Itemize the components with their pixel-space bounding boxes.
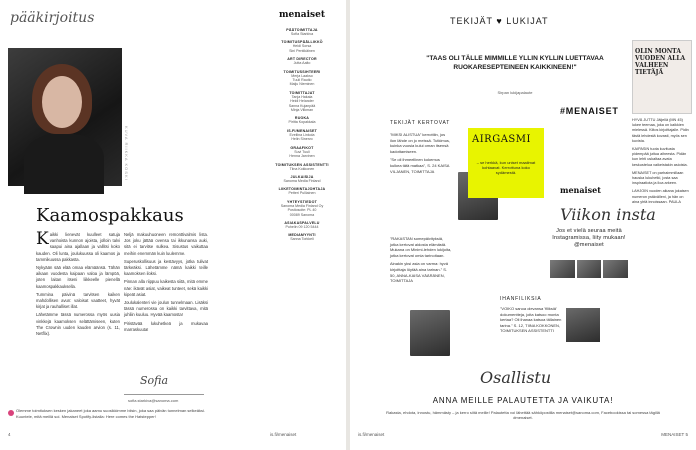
paragraph: Tummina päivinä tarvitsen kaiken mahdollisen avun: valoisat vaatteet, hyvät kirjat ja rauhalliset illat. — [36, 291, 120, 310]
editor-signature: Sofia — [140, 374, 169, 387]
paragraph: Neljä makuuhuoneen remonttivalmis lista. Jos joku jättää ovensa tai ikkunansa auki, sitä ei tarvitse sulkea. Sisustus vaikuttaa meihin enemmän kuin luulemme. — [124, 232, 208, 256]
editor-email[interactable]: sofia.starkiva@sanoma.com — [128, 398, 179, 403]
section-script-title: pääkirjoitus — [10, 10, 95, 26]
spotify-icon — [8, 410, 14, 416]
paragraph: Joulukalenteri vie joulun tunnelmaan. Lisäksi tässä numerossa on kaikki tarvittava, mitä juhliin kuuluu. Hyvää kaamosta! — [124, 300, 208, 318]
right-page — [350, 0, 696, 450]
masthead-block: TOIMITUSPÄÄLLIKKÖ Heidi Sorsa Sini Pentikäinen — [281, 40, 323, 53]
paragraph: "RAKASTAN somepäivityksiä, jotka kertovat aidosta elämästä. Mukana on Minimi-lehden lukijoita, jotka kertovat omia tarinoitaan. — [390, 236, 452, 258]
masthead-block: PÄÄTOIMITTAJA Sofia Starkiva — [286, 28, 318, 36]
feedback-heading: ANNA MEILLE PALAUTETTA JA VAIKUTA! — [432, 396, 614, 405]
paragraph: Pinnan alla riippuu kaikesta siitä, mitä emme näe: ikävät asiat, vaikeat tunteet, sekä kaikki kipeät asiat. — [124, 279, 208, 297]
menaiset-logo: menaiset — [560, 185, 601, 195]
reader-quote: "TAAS OLI TÄLLE MIMMILLE YLLIN KYLLIN LUETTAVAA RUOKARESEPTEINEEN KAIKKINEEN!" — [426, 55, 604, 71]
dropcap: K — [36, 229, 49, 249]
editor-photo — [8, 48, 122, 186]
paragraph: LAHJOIN vuoden aikana jokaisen numeron ystävälleni, ja hän on aina yhtä innoissaan. PAULA — [632, 189, 689, 204]
masthead-block: ART DIRECTOR Jutta Aalto — [287, 57, 317, 66]
hashtag[interactable]: #MENAISET — [560, 106, 619, 116]
instagram-script-title: Viikon insta — [560, 205, 656, 224]
signature-line — [124, 394, 204, 395]
instagram-text: Jos et vielä seuraa meitä Instagramissa, liity mukaan! @menaiset — [552, 228, 626, 248]
instagram-thumb — [550, 260, 575, 278]
paragraph: Ainakin yksi asia on varma: hyvä kirjoittaja löytää aina tarinan." S. 50, ANNA-KAISA VÄÄRÄNEN, TOIMITTAJA — [390, 261, 449, 284]
subsection-title: IHANFILIKSIA — [500, 296, 542, 302]
makers-column-2 — [390, 236, 452, 287]
masthead-block: RUOKA Piritta Kopakkala — [288, 116, 316, 125]
feedback-text: Rakasta, ehdota, innostu, hämmästy – ja kerro siitä meille! Palautetta voi lähettää sähköpostilla menaiset@sanoma.com, Facebookissa tai somessa tägillä #menaiset. — [386, 410, 660, 421]
instagram-thumb — [577, 260, 602, 278]
photo-credit: KUVA RIIKKA KOSKI — [124, 126, 129, 181]
heart-icon: ♥ — [496, 16, 503, 26]
paragraph: MENAISET on parhaimmillaan hauska lukuhetki, josta saa inspiraatiota ja iloa arkeen. — [632, 170, 684, 186]
airgasmi-text: – se herkkä, kun uniset maailmat kohtaavat. Kerrottuna koko sydämestä. — [476, 160, 536, 176]
masthead-block: ASIAKASPALVELU Puhelin 09 120 5444 — [284, 220, 320, 229]
masthead-logo: menaiset — [279, 10, 325, 20]
masthead-block: JULKAISIJA Sanoma Media Finland — [283, 174, 321, 183]
instagram-thumb — [603, 260, 628, 278]
paragraph: Superuskollisuus ja kestävyys, jotka tulivat tärkeäksi. Lähetämme nämä kaikki teille kaamoksen iloksi. — [124, 258, 208, 277]
footer-url: is.fi/menaiset — [358, 432, 385, 437]
paragraph: "MIKSI ALISTUA" kerrottiin, jos ilon lähde on jo meissä. Tutkimus, kuinka vuosia kului oman itsensä kadottamiseen. — [390, 132, 451, 154]
subsection-title: TEKIJÄT KERTOVAT — [390, 120, 451, 126]
author-photo — [410, 310, 450, 356]
masthead-block: TOIMITTAJAT Tanja Hakala Heidi Helander Sanna Kujanpää Minja Vilkman — [288, 90, 316, 113]
author-photo — [566, 308, 600, 342]
masthead-block: GRAAFIKOT Suvi Tuuli Henna Jarvinen — [289, 145, 315, 159]
masthead-block: TOIMITUSSIHTEERI Merja Laakso Tuuli Rautio Maiju Nieminen — [283, 69, 321, 87]
masthead-block: IS.FI/MENAISET Eveliina Linkola Helin Sinervo — [287, 128, 317, 142]
masthead-block: YHTEYSTIEDOT Sanoma Media Finland Oy Postiosoite: PL 40 00089 Sanoma — [280, 199, 324, 217]
section-title: TEKIJÄT ♥ LUKIJAT — [450, 16, 549, 26]
editorial-column-2 — [124, 232, 208, 335]
masthead-block: TOIMITUKSEN ASSISTENTTI Tiina Kokkonen — [275, 162, 329, 171]
paragraph: KAIPASIN tuota kuvitusta pidempää juttua aiheesta. Pidän kun lehti uskaltaa avata keskustelua vaikeistakin asioista. — [632, 147, 688, 167]
masthead-block: MEDIAMYYNTI Sanna Torkkeli — [288, 233, 316, 242]
editorial-column-1 — [36, 229, 120, 339]
ihanfiliksia-text: "VOIKO sanoa olevansa 'filiksiä' dokumentteja, joita katsoo monta kertaa? Oli ihanaa katsoa tällainen tarina." S. 12, TIINA KOKKONEN, TOIMITUKSEN ASSISTENTTI — [500, 306, 562, 334]
paragraph: "Se oli ihmeellinen kokemus kulkea tätä matkaa", S. 24 KAISA VILJANEN, TOIMITTAJA — [390, 157, 450, 174]
photo-face — [42, 76, 82, 128]
airgasmi-title: AIRGASMI — [472, 134, 531, 145]
participate-script-title: Osallistu — [480, 368, 552, 387]
footer-note: Olemme toimituksen kesken jakaneet joka aamu suosikkimme biisin, joka saa päivän tunnelman selkeäksi. Kuuntele, mitä meillä soi. Menaiset Spotify-listalla: Here comes the Hatstepper! — [16, 408, 205, 419]
paragraph: Lähetämme tässä numerossa myös uusia vinkkejä kaamoksen selättämiseen, kuten The Crownin uuden kauden arvion (s. 11, Netflix). — [36, 312, 120, 337]
instagram-grid — [550, 260, 628, 278]
masthead-footer: is.fi/menaiset — [270, 432, 297, 437]
reader-feedback-column — [632, 118, 690, 208]
paragraph: Kaikki lienevät kuulleet satuja vanhoista kunnon ajoista, jolloin talvi saapui aina ajallaan ja vallitsi koko kauden. Oli lunta, joulukuussa oli kaamos ja tammikuussa pakkasta. — [36, 229, 120, 262]
left-page — [0, 0, 346, 450]
masthead — [258, 10, 346, 246]
paragraph: Piristävää lukuhetkeä ja mukavaa marraskuuta! — [124, 320, 208, 332]
page-number-left: 4 — [8, 432, 11, 437]
quote-source: Sirpan lukijapalaute — [497, 90, 533, 95]
editorial-headline: Kaamospakkaus — [36, 205, 184, 226]
footer-brand: MENAISET 5 — [661, 432, 688, 437]
paragraph: HYVÄ JUTTU Jäljellä (MN 45) lukee teemaa, joka on kaikkien mielessä. Kiitos kirjoittajalle. Pidin tästä lehdestä kovasti, myös sen kuvista. — [632, 118, 689, 143]
photo-body — [24, 134, 104, 194]
makers-column-1 — [390, 132, 452, 177]
masthead-block: LIIKETOIMINTAJOHTAJA Petteri Pulliainen — [278, 187, 326, 196]
paragraph: Nykyään sää elää omaa elämäänsä. Tähän aikaan vuodesta kaipaan valoa ja lämpöä, joten laitan itseni liikkeelle pienellä kaamospakkauksella. — [36, 265, 120, 289]
magazine-cover-text: OLIN MONTA VUODEN ALLA VALHEEN TIETÄJÄ — [635, 48, 686, 76]
